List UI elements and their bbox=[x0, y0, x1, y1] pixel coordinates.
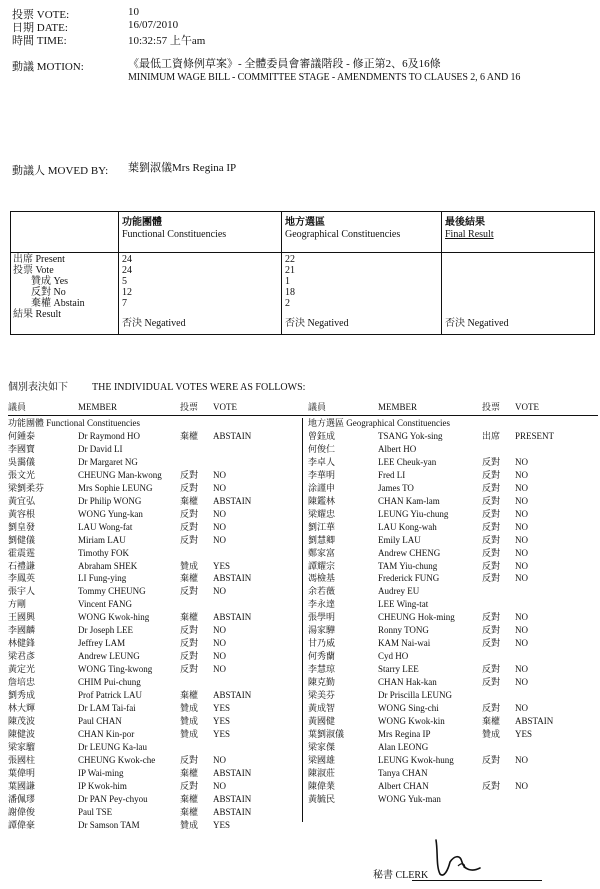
member-zh-name: 譚偉豪 bbox=[8, 819, 36, 830]
member-en-name: TSANG Yok-sing bbox=[378, 431, 443, 441]
row-result: 結果 Result bbox=[13, 309, 62, 320]
member-zh-name: 石禮謙 bbox=[8, 560, 36, 571]
fc-col-vote-en: VOTE bbox=[213, 402, 237, 412]
member-en-name: Audrey EU bbox=[378, 586, 420, 597]
vote-en: NO bbox=[213, 521, 226, 532]
member-zh-name: 劉皇發 bbox=[8, 521, 36, 532]
vote-en: NO bbox=[515, 573, 528, 584]
member-zh-name: 譚耀宗 bbox=[308, 560, 336, 571]
gc-yes: 1 bbox=[285, 276, 290, 287]
final-heading-en: Final Result bbox=[445, 229, 494, 240]
gc-present: 22 bbox=[285, 254, 295, 265]
fc-col-vote-zh: 投票 bbox=[180, 402, 199, 412]
member-en-name: Andrew CHENG bbox=[378, 547, 441, 558]
member-en-name: CHAN Kam-lam bbox=[378, 495, 440, 506]
fc-present: 24 bbox=[122, 254, 132, 265]
member-zh-name: 李鳳英 bbox=[8, 573, 36, 584]
member-en-name: Dr LEUNG Ka-lau bbox=[78, 741, 147, 752]
vote-en: NO bbox=[213, 508, 226, 519]
member-en-name: Andrew LEUNG bbox=[78, 651, 140, 662]
member-zh-name: 張宇人 bbox=[8, 586, 36, 597]
member-en-name: Emily LAU bbox=[378, 534, 421, 545]
vote-en: YES bbox=[213, 702, 231, 713]
vote-zh: 出席 bbox=[482, 431, 501, 441]
member-zh-name: 湯家驊 bbox=[308, 625, 336, 636]
vote-en: NO bbox=[515, 508, 528, 519]
member-en-name: WONG Yung-kan bbox=[78, 508, 143, 519]
member-zh-name: 梁美芬 bbox=[308, 690, 336, 700]
vote-en: NO bbox=[515, 754, 528, 765]
member-en-name: Albert CHAN bbox=[378, 780, 429, 791]
individual-intro-zh: 個別表決如下 bbox=[8, 382, 68, 393]
member-zh-name: 葉偉明 bbox=[8, 767, 36, 778]
vote-zh: 反對 bbox=[180, 664, 199, 675]
member-en-name: WONG Kwok-kin bbox=[378, 715, 445, 726]
member-zh-name: 葉國謙 bbox=[8, 780, 36, 791]
member-zh-name: 劉江華 bbox=[308, 521, 336, 532]
vote-en: NO bbox=[515, 638, 528, 649]
vote-en: ABSTAIN bbox=[515, 715, 554, 726]
vote-en: NO bbox=[213, 754, 226, 765]
member-zh-name: 何鍾泰 bbox=[8, 431, 36, 441]
member-en-name: CHEUNG Hok-ming bbox=[378, 612, 455, 623]
vote-en: NO bbox=[213, 625, 226, 636]
vote-zh: 反對 bbox=[482, 638, 501, 649]
member-en-name: Mrs Sophie LEUNG bbox=[78, 482, 153, 493]
member-en-name: LEUNG Kwok-hung bbox=[378, 754, 454, 765]
member-en-name: IP Kwok-him bbox=[78, 780, 127, 791]
gc-abstain: 2 bbox=[285, 298, 290, 309]
member-en-name: LEE Cheuk-yan bbox=[378, 456, 437, 467]
member-en-name: WONG Sing-chi bbox=[378, 702, 439, 713]
gc-result: 否決 Negatived bbox=[285, 318, 349, 329]
member-zh-name: 潘佩璆 bbox=[8, 793, 36, 804]
fc-heading-zh: 功能團體 bbox=[122, 217, 162, 228]
gc-no: 18 bbox=[285, 287, 295, 298]
gc-vote: 21 bbox=[285, 265, 295, 276]
vote-zh: 反對 bbox=[482, 482, 501, 493]
member-zh-name: 劉秀成 bbox=[8, 690, 36, 700]
vote-number: 10 bbox=[128, 6, 139, 18]
fc-result: 否決 Negatived bbox=[122, 318, 186, 329]
member-en-name: Paul TSE bbox=[78, 806, 113, 817]
vote-zh: 反對 bbox=[180, 482, 199, 493]
vote-en: NO bbox=[213, 469, 226, 480]
vote-en: NO bbox=[515, 702, 528, 713]
vote-en: ABSTAIN bbox=[213, 612, 252, 623]
member-en-name: LEUNG Yiu-chung bbox=[378, 508, 449, 519]
vote-en: NO bbox=[515, 495, 528, 506]
vote-en: NO bbox=[213, 586, 226, 597]
gc-col-vote-en: VOTE bbox=[515, 402, 539, 412]
member-en-name: Dr Raymond HO bbox=[78, 431, 140, 441]
vote-en: NO bbox=[213, 780, 226, 791]
member-zh-name: 陳克勤 bbox=[308, 677, 336, 688]
vote-en: NO bbox=[515, 521, 528, 532]
vote-zh: 反對 bbox=[482, 625, 501, 636]
member-zh-name: 黃國健 bbox=[308, 715, 336, 726]
member-en-name: Abraham SHEK bbox=[78, 560, 138, 571]
member-zh-name: 黃宜弘 bbox=[8, 495, 36, 506]
motion-title-en: MINIMUM WAGE BILL - COMMITTEE STAGE - AMENDMENTS TO CLAUSES 2, 6 AND 16 bbox=[128, 72, 521, 83]
vote-zh: 反對 bbox=[180, 780, 199, 791]
member-en-name: LAU Kong-wah bbox=[378, 521, 437, 532]
moved-by-value: 葉劉淑儀Mrs Regina IP bbox=[128, 162, 237, 174]
member-en-name: LEE Wing-tat bbox=[378, 599, 429, 610]
member-zh-name: 黃成智 bbox=[308, 702, 336, 713]
vote-en: YES bbox=[515, 728, 533, 739]
member-zh-name: 林大輝 bbox=[8, 702, 36, 713]
member-zh-name: 李華明 bbox=[308, 469, 336, 480]
vote-zh: 反對 bbox=[482, 469, 501, 480]
vote-en: YES bbox=[213, 819, 231, 830]
member-zh-name: 陳淑莊 bbox=[308, 767, 336, 778]
vote-zh: 反對 bbox=[180, 586, 199, 597]
gc-section-title: 地方選區 Geographical Constituencies bbox=[308, 418, 450, 428]
clerk-signature-line bbox=[412, 880, 542, 881]
row-vote: 投票 Vote bbox=[13, 265, 54, 276]
fc-no: 12 bbox=[122, 287, 132, 298]
member-en-name: TAM Yiu-chung bbox=[378, 560, 438, 571]
vote-zh: 棄權 bbox=[482, 715, 501, 726]
vote-en: NO bbox=[515, 547, 528, 558]
vote-zh: 贊成 bbox=[482, 728, 501, 739]
vote-zh: 反對 bbox=[482, 521, 501, 532]
member-en-name: Dr Samson TAM bbox=[78, 819, 140, 830]
member-en-name: Vincent FANG bbox=[78, 599, 133, 610]
fc-vote: 24 bbox=[122, 265, 132, 276]
member-zh-name: 黃容根 bbox=[8, 508, 36, 519]
date-label: 日期 DATE: bbox=[12, 22, 68, 34]
column-divider bbox=[302, 418, 303, 822]
vote-en: NO bbox=[515, 780, 528, 791]
member-zh-name: 詹培忠 bbox=[8, 677, 36, 688]
member-zh-name: 甘乃威 bbox=[308, 638, 336, 649]
member-zh-name: 陳健波 bbox=[8, 728, 36, 739]
member-en-name: CHAN Hak-kan bbox=[378, 677, 437, 688]
vote-en: NO bbox=[515, 664, 528, 675]
vote-en: ABSTAIN bbox=[213, 690, 252, 700]
member-zh-name: 李國麟 bbox=[8, 625, 36, 636]
fc-heading-en: Functional Constituencies bbox=[122, 229, 227, 240]
vote-zh: 反對 bbox=[180, 508, 199, 519]
member-zh-name: 張國柱 bbox=[8, 754, 36, 765]
time-label: 時間 TIME: bbox=[12, 35, 67, 47]
fc-col-member-en: MEMBER bbox=[78, 402, 118, 412]
vote-en: ABSTAIN bbox=[213, 767, 252, 778]
moved-by-label: 動議人 MOVED BY: bbox=[12, 165, 109, 177]
member-en-name: WONG Kwok-hing bbox=[78, 612, 150, 623]
vote-zh: 反對 bbox=[180, 651, 199, 662]
vote-zh: 反對 bbox=[180, 625, 199, 636]
vote-zh: 反對 bbox=[180, 521, 199, 532]
vote-en: NO bbox=[515, 625, 528, 636]
gc-heading-zh: 地方選區 bbox=[285, 217, 325, 228]
vote-zh: 反對 bbox=[482, 508, 501, 519]
vote-zh: 棄權 bbox=[180, 806, 199, 817]
vote-zh: 贊成 bbox=[180, 702, 199, 713]
member-zh-name: 陳鑑林 bbox=[308, 495, 336, 506]
member-en-name: Dr Margaret NG bbox=[78, 456, 138, 467]
vote-zh: 反對 bbox=[180, 754, 199, 765]
member-zh-name: 方剛 bbox=[8, 599, 27, 610]
member-zh-name: 余若薇 bbox=[308, 586, 336, 597]
member-zh-name: 陳偉業 bbox=[308, 780, 336, 791]
member-zh-name: 黃毓民 bbox=[308, 793, 336, 804]
individual-intro-en: THE INDIVIDUAL VOTES WERE AS FOLLOWS: bbox=[92, 382, 306, 393]
member-en-name: Ronny TONG bbox=[378, 625, 429, 636]
vote-en: ABSTAIN bbox=[213, 793, 252, 804]
member-zh-name: 梁國雄 bbox=[308, 754, 336, 765]
member-zh-name: 吳靄儀 bbox=[8, 456, 36, 467]
member-en-name: Starry LEE bbox=[378, 664, 419, 675]
member-en-name: Dr Philip WONG bbox=[78, 495, 142, 506]
member-zh-name: 何秀蘭 bbox=[308, 651, 336, 662]
row-yes: 贊成 Yes bbox=[31, 276, 69, 287]
member-en-name: CHEUNG Man-kwong bbox=[78, 469, 162, 480]
vote-zh: 反對 bbox=[482, 702, 501, 713]
vote-en: YES bbox=[213, 560, 231, 571]
member-zh-name: 謝偉俊 bbox=[8, 806, 36, 817]
vote-en: NO bbox=[515, 612, 528, 623]
vote-zh: 反對 bbox=[482, 495, 501, 506]
column-header-rule bbox=[8, 415, 598, 416]
gc-col-vote-zh: 投票 bbox=[482, 402, 501, 412]
vote-en: NO bbox=[515, 469, 528, 480]
member-en-name: Dr LAM Tai-fai bbox=[78, 702, 136, 713]
member-zh-name: 梁劉柔芬 bbox=[8, 482, 45, 493]
clerk-signature bbox=[428, 832, 508, 878]
member-zh-name: 何俊仁 bbox=[308, 443, 336, 454]
member-en-name: Prof Patrick LAU bbox=[78, 690, 142, 700]
member-zh-name: 李永達 bbox=[308, 599, 336, 610]
member-zh-name: 涂謹申 bbox=[308, 482, 336, 493]
vote-en: NO bbox=[213, 534, 226, 545]
member-en-name: WONG Yuk-man bbox=[378, 793, 441, 804]
vote-zh: 贊成 bbox=[180, 819, 199, 830]
gc-col-member-en: MEMBER bbox=[378, 402, 418, 412]
member-zh-name: 曾鈺成 bbox=[308, 431, 336, 441]
date-value: 16/07/2010 bbox=[128, 19, 179, 31]
vote-zh: 反對 bbox=[482, 612, 501, 623]
vote-en: ABSTAIN bbox=[213, 431, 252, 441]
vote-zh: 棄權 bbox=[180, 690, 199, 700]
member-zh-name: 梁家騮 bbox=[8, 741, 36, 752]
member-en-name: CHIM Pui-chung bbox=[78, 677, 141, 688]
vote-zh: 贊成 bbox=[180, 560, 199, 571]
vote-zh: 贊成 bbox=[180, 715, 199, 726]
row-abstain: 棄權 Abstain bbox=[31, 298, 85, 309]
vote-en: ABSTAIN bbox=[213, 495, 252, 506]
vote-en: ABSTAIN bbox=[213, 806, 252, 817]
member-en-name: Dr Joseph LEE bbox=[78, 625, 133, 636]
member-zh-name: 李國寶 bbox=[8, 443, 36, 454]
member-en-name: Mrs Regina IP bbox=[378, 728, 431, 739]
member-zh-name: 葉劉淑儀 bbox=[308, 728, 345, 739]
vote-zh: 棄權 bbox=[180, 431, 199, 441]
summary-table bbox=[10, 211, 595, 335]
row-present: 出席 Present bbox=[13, 254, 65, 265]
vote-zh: 反對 bbox=[180, 469, 199, 480]
vote-zh: 反對 bbox=[482, 547, 501, 558]
member-en-name: Timothy FOK bbox=[78, 547, 129, 558]
vote-zh: 棄權 bbox=[180, 767, 199, 778]
fc-col-member-zh: 議員 bbox=[8, 402, 27, 412]
vote-zh: 反對 bbox=[482, 677, 501, 688]
member-zh-name: 梁耀忠 bbox=[308, 508, 336, 519]
vote-en: NO bbox=[213, 638, 226, 649]
member-en-name: Dr David LI bbox=[78, 443, 123, 454]
vote-zh: 反對 bbox=[482, 534, 501, 545]
vote-zh: 反對 bbox=[482, 664, 501, 675]
member-en-name: Fred LI bbox=[378, 469, 406, 480]
vote-en: NO bbox=[213, 664, 226, 675]
vote-zh: 贊成 bbox=[180, 728, 199, 739]
motion-label: 動議 MOTION: bbox=[12, 61, 84, 73]
member-zh-name: 林健鋒 bbox=[8, 638, 36, 649]
member-zh-name: 劉健儀 bbox=[8, 534, 36, 545]
member-en-name: Cyd HO bbox=[378, 651, 409, 662]
fc-yes: 5 bbox=[122, 276, 127, 287]
member-zh-name: 鄭家富 bbox=[308, 547, 336, 558]
vote-en: YES bbox=[213, 728, 231, 739]
gc-col-member-zh: 議員 bbox=[308, 402, 327, 412]
vote-en: YES bbox=[213, 715, 231, 726]
vote-zh: 反對 bbox=[482, 573, 501, 584]
vote-en: NO bbox=[515, 456, 528, 467]
member-en-name: Alan LEONG bbox=[378, 741, 429, 752]
vote-en: PRESENT bbox=[515, 431, 555, 441]
member-en-name: CHEUNG Kwok-che bbox=[78, 754, 156, 765]
member-en-name: CHAN Kin-por bbox=[78, 728, 135, 739]
member-en-name: Miriam LAU bbox=[78, 534, 126, 545]
member-zh-name: 李慧琼 bbox=[308, 664, 336, 675]
member-zh-name: 王國興 bbox=[8, 612, 36, 623]
final-result: 否決 Negatived bbox=[445, 318, 509, 329]
member-zh-name: 梁家傑 bbox=[308, 741, 336, 752]
member-zh-name: 李卓人 bbox=[308, 456, 336, 467]
member-zh-name: 霍震霆 bbox=[8, 547, 36, 558]
member-zh-name: 劉慧卿 bbox=[308, 534, 336, 545]
vote-en: NO bbox=[515, 677, 528, 688]
vote-label: 投票 VOTE: bbox=[12, 9, 70, 21]
vote-en: NO bbox=[213, 651, 226, 662]
member-en-name: Tommy CHEUNG bbox=[78, 586, 146, 597]
vote-en: NO bbox=[515, 482, 528, 493]
vote-en: NO bbox=[515, 534, 528, 545]
member-en-name: Jeffrey LAM bbox=[78, 638, 126, 649]
member-zh-name: 馮檢基 bbox=[308, 573, 336, 584]
member-en-name: James TO bbox=[378, 482, 414, 493]
time-value: 10:32:57 上午am bbox=[128, 35, 206, 47]
member-en-name: Dr Priscilla LEUNG bbox=[378, 690, 452, 700]
vote-zh: 反對 bbox=[180, 534, 199, 545]
member-en-name: KAM Nai-wai bbox=[378, 638, 431, 649]
vote-zh: 棄權 bbox=[180, 793, 199, 804]
member-en-name: Frederick FUNG bbox=[378, 573, 440, 584]
member-zh-name: 張文光 bbox=[8, 469, 36, 480]
member-zh-name: 梁君彥 bbox=[8, 651, 36, 662]
vote-en: ABSTAIN bbox=[213, 573, 252, 584]
row-no: 反對 No bbox=[31, 287, 66, 298]
member-en-name: Dr PAN Pey-chyou bbox=[78, 793, 148, 804]
member-zh-name: 陳茂波 bbox=[8, 715, 36, 726]
vote-zh: 反對 bbox=[482, 754, 501, 765]
member-en-name: LI Fung-ying bbox=[78, 573, 127, 584]
vote-zh: 反對 bbox=[180, 638, 199, 649]
vote-en: NO bbox=[515, 560, 528, 571]
clerk-label: 秘書 CLERK bbox=[373, 870, 429, 881]
member-zh-name: 張學明 bbox=[308, 612, 336, 623]
vote-zh: 棄權 bbox=[180, 495, 199, 506]
member-en-name: IP Wai-ming bbox=[78, 767, 124, 778]
member-en-name: Albert HO bbox=[378, 443, 417, 454]
vote-zh: 棄權 bbox=[180, 612, 199, 623]
vote-zh: 反對 bbox=[482, 456, 501, 467]
member-en-name: WONG Ting-kwong bbox=[78, 664, 153, 675]
member-en-name: Paul CHAN bbox=[78, 715, 122, 726]
member-en-name: LAU Wong-fat bbox=[78, 521, 133, 532]
motion-title-zh: 《最低工資條例草案》- 全體委員會審議階段 - 修正第2、6及16條 bbox=[128, 58, 441, 70]
member-zh-name: 黃定光 bbox=[8, 664, 36, 675]
vote-zh: 反對 bbox=[482, 780, 501, 791]
member-en-name: Tanya CHAN bbox=[378, 767, 428, 778]
fc-abstain: 7 bbox=[122, 298, 127, 309]
fc-section-title: 功能團體 Functional Constituencies bbox=[8, 418, 140, 428]
vote-en: NO bbox=[213, 482, 226, 493]
gc-heading-en: Geographical Constituencies bbox=[285, 229, 401, 240]
vote-zh: 棄權 bbox=[180, 573, 199, 584]
final-heading-zh: 最後結果 bbox=[445, 217, 485, 228]
vote-zh: 反對 bbox=[482, 560, 501, 571]
